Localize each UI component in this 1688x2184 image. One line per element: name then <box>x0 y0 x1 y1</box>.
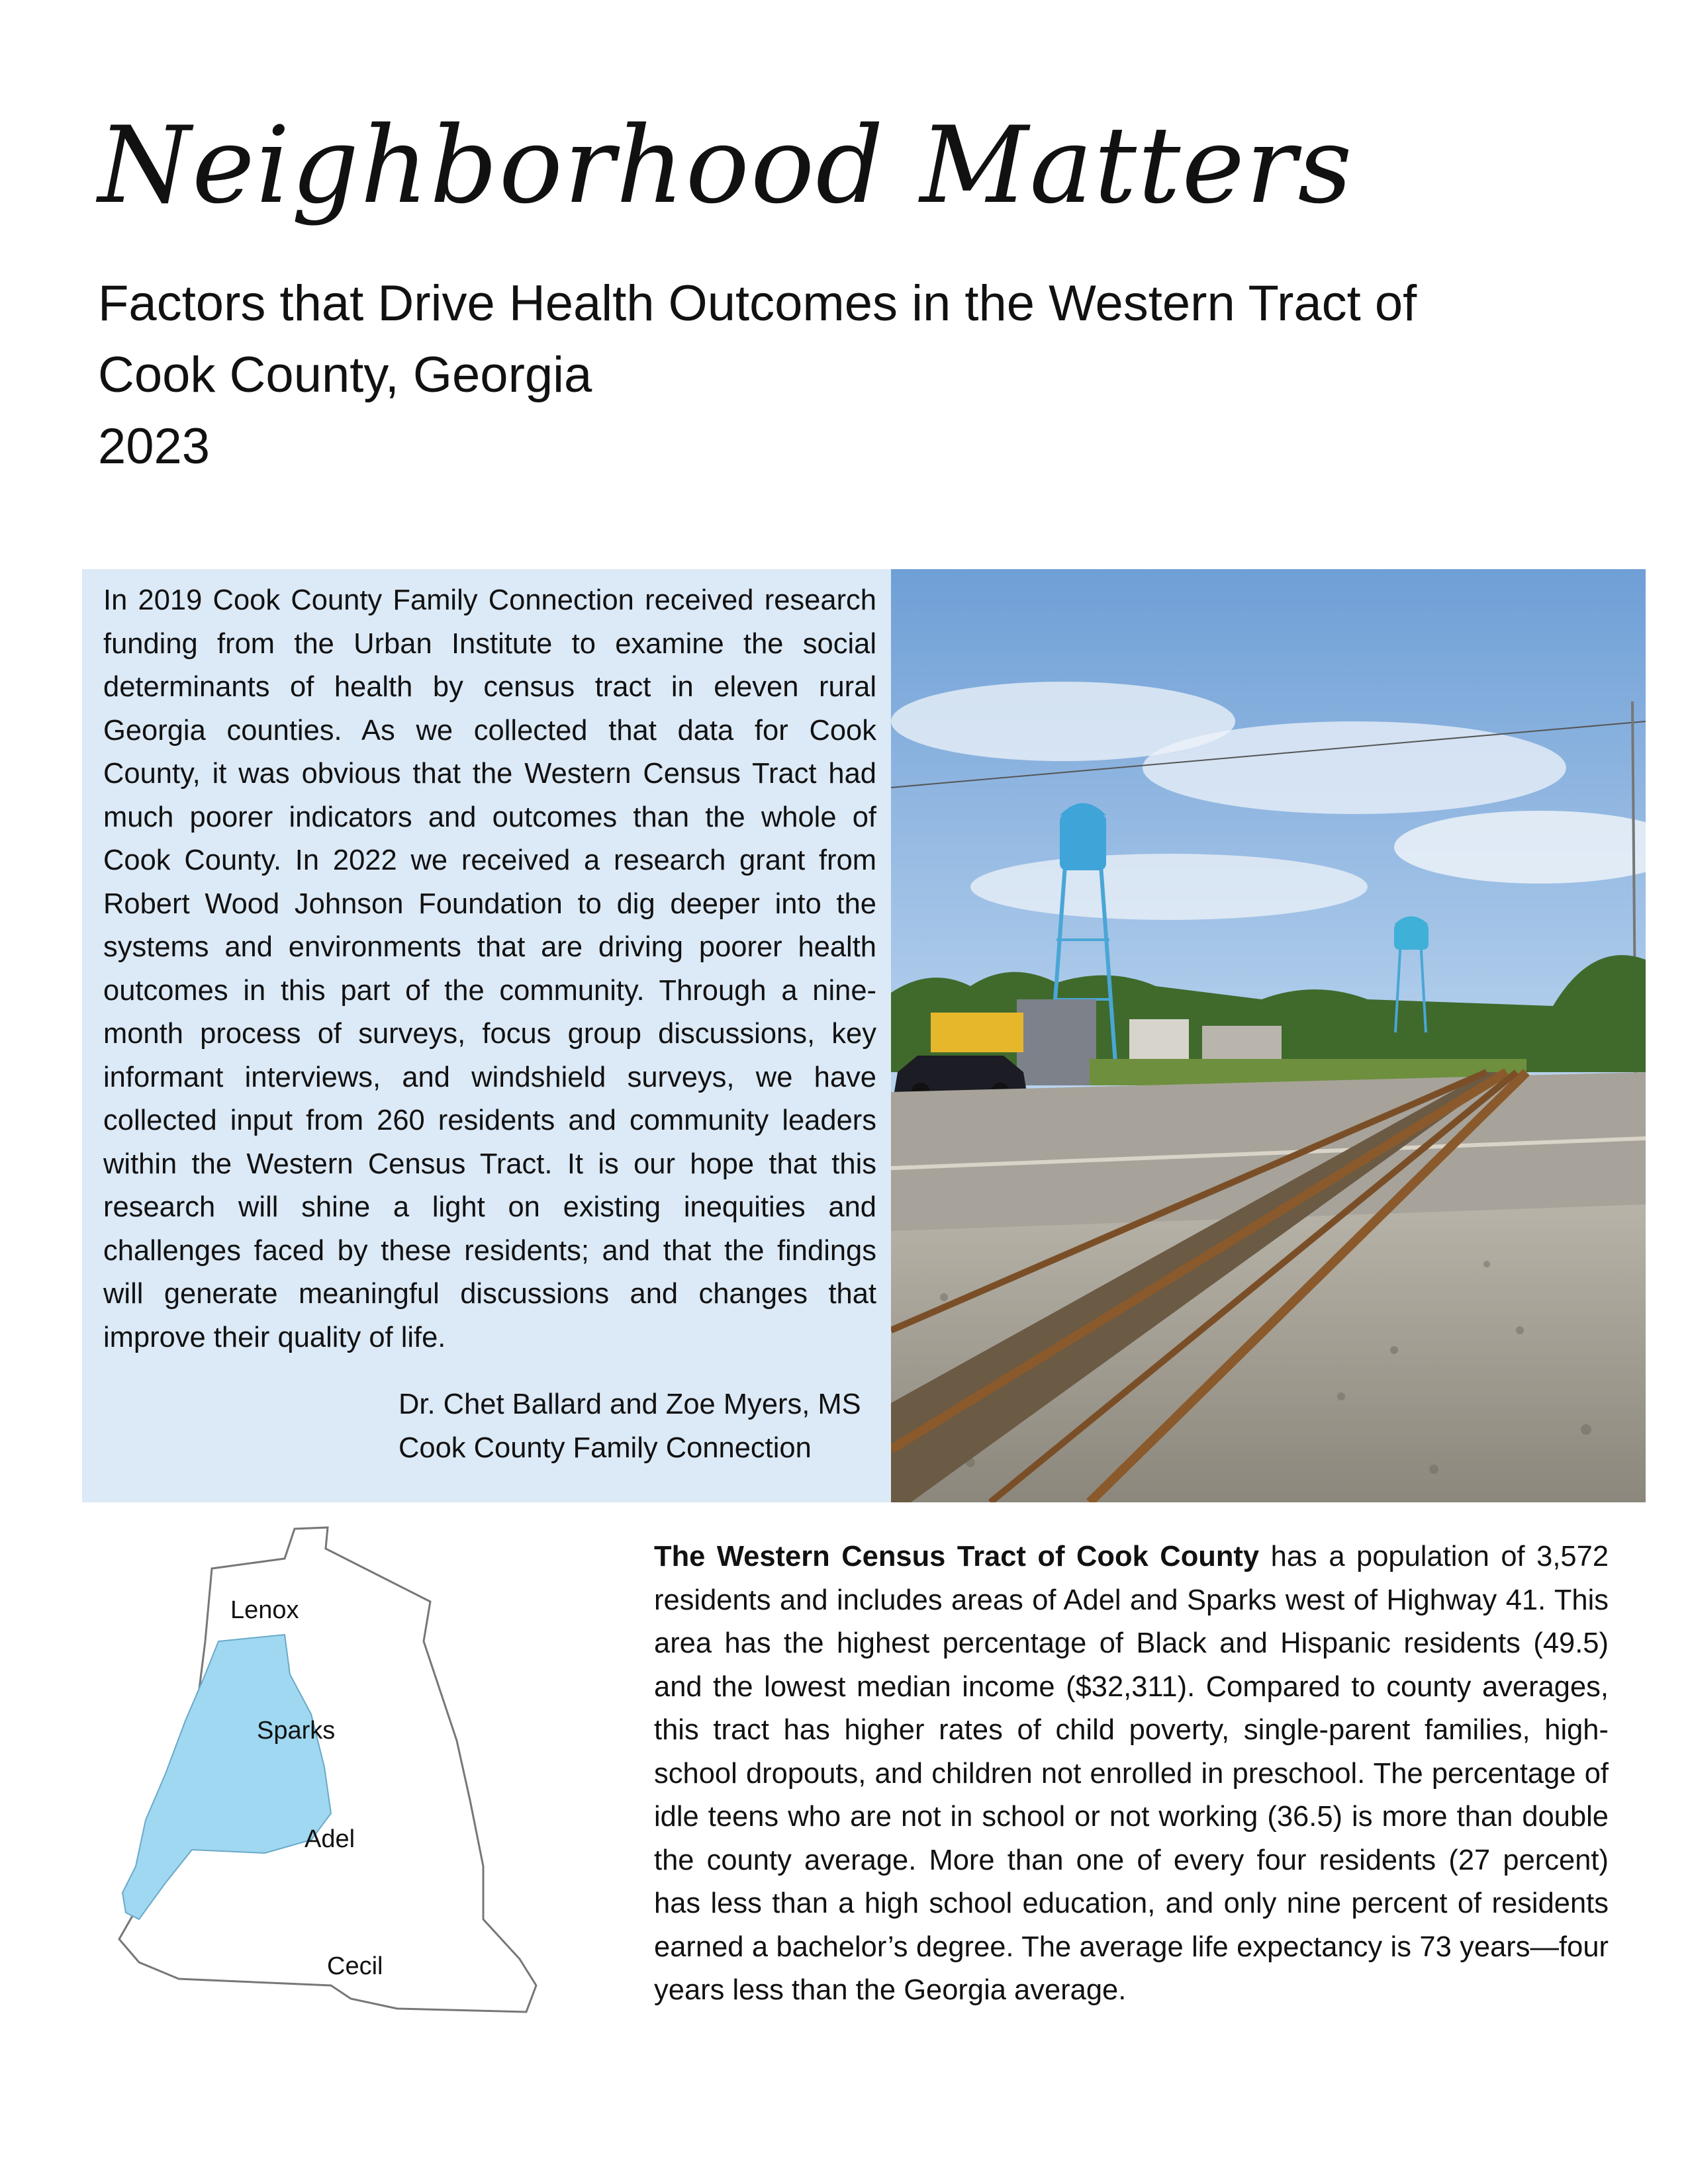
tract-summary <box>654 1535 1609 2013</box>
signoff <box>399 1383 861 1470</box>
subtitle-line-2: Cook County, Georgia <box>98 347 592 403</box>
signoff-authors: Dr. Chet Ballard and Zoe Myers, MS <box>399 1388 861 1420</box>
tract-body: has a population of 3,572 residents and includes areas of Adel and Sparks west of Highway 41. This area has the highest percentage of Black and Hispanic residents (49.5) and the lowest median income ($32,311). Compared to county averages, this tract has higher rates of child poverty, single-parent families, high-school dropouts, and children not enrolled in preschool. The percentage of idle teens who are not in school or not working (36.5) is more than double the county average. More than one of every four residents (27 percent) has less than a high school education, and only nine percent of residents earned a bachelor’s degree. The average life expectancy is 73 years—four years less than the Georgia average. <box>654 1541 1609 2006</box>
subtitle <box>98 268 1620 482</box>
county-map <box>113 1522 563 2025</box>
tract-lead: The Western Census Tract of Cook County <box>654 1541 1260 1572</box>
page-title: Neighborhood Matters <box>98 103 1354 227</box>
county-outline <box>113 1522 563 2025</box>
map-label-cecil: Cecil <box>327 1952 383 1980</box>
map-label-sparks: Sparks <box>257 1717 336 1745</box>
signoff-organization: Cook County Family Connection <box>399 1432 812 1464</box>
intro-paragraph: In 2019 Cook County Family Connection received research funding from the Urban Institute to examine the social determinants of health by census tract in eleven rural Georgia counties. As we collected that data for Cook County, it was obvious that the Western Census Tract had much poorer indicators and outcomes than the whole of Cook County. In 2022 we received a research grant from Robert Wood Johnson Foundation to dig deeper into the systems and environments that are driving poorer health outcomes in this part of the community. Through a nine-month process of surveys, focus group discussions, key informant interviews, and windshield surveys, we have collected input from 260 residents and community leaders within the Western Census Tract. It is our hope that this research will shine a light on existing inequities and challenges faced by these residents; and that the findings will generate meaningful discussions and changes that improve their quality of life. <box>103 584 876 1353</box>
report-year: 2023 <box>98 418 211 475</box>
map-label-adel: Adel <box>305 1825 355 1853</box>
map-label-lenox: Lenox <box>230 1596 299 1624</box>
subtitle-line-1: Factors that Drive Health Outcomes in the Western Tract of <box>98 275 1417 332</box>
railroad-photo <box>891 569 1646 1502</box>
